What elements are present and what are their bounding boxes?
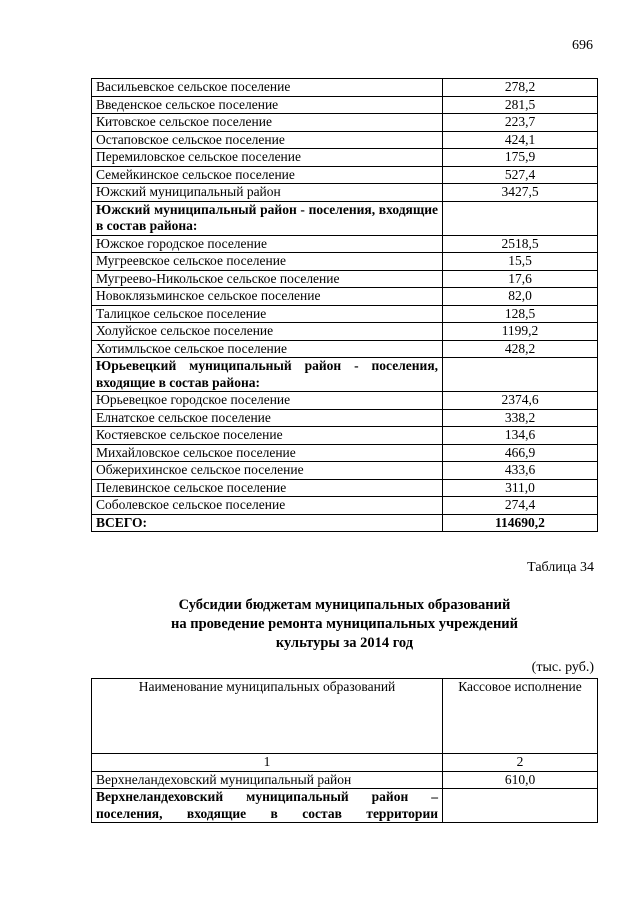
amount-value: 338,2 — [443, 409, 598, 427]
amount-value: 527,4 — [443, 166, 598, 184]
amount-value: 311,0 — [443, 479, 598, 497]
amount-value — [443, 201, 598, 235]
table-row — [92, 235, 598, 253]
page-number: 696 — [572, 38, 593, 53]
municipality-name: Васильевское сельское поселение — [92, 79, 443, 97]
table-row — [92, 479, 598, 497]
table-row — [92, 462, 598, 480]
amount-value: 428,2 — [443, 340, 598, 358]
municipality-name: Перемиловское сельское поселение — [92, 149, 443, 167]
table-row — [92, 131, 598, 149]
amount-value — [443, 789, 598, 823]
amount-value: 274,4 — [443, 497, 598, 515]
table-row — [92, 444, 598, 462]
title-line: Субсидии бюджетам муниципальных образований — [178, 597, 511, 613]
amount-value: 610,0 — [443, 771, 598, 789]
table-row — [92, 149, 598, 167]
municipality-name: Мугреевское сельское поселение — [92, 253, 443, 271]
amount-value — [443, 358, 598, 392]
amount-value: 223,7 — [443, 114, 598, 132]
section-heading: Южский муниципальный район - поселения, входящие в состав района: — [92, 201, 443, 235]
column-number: 1 — [92, 754, 443, 772]
table-row — [92, 184, 598, 202]
section-heading: Юрьевецкий муниципальный район - поселения, входящие в состав района: — [92, 358, 443, 392]
subsidy-table-continued — [91, 78, 598, 532]
title-line: культуры за 2014 год — [275, 635, 414, 651]
column-header-value: Кассовое исполнение — [443, 679, 598, 754]
table-row — [92, 114, 598, 132]
amount-value: 1199,2 — [443, 323, 598, 341]
amount-value: 3427,5 — [443, 184, 598, 202]
amount-value: 2374,6 — [443, 392, 598, 410]
table-row — [92, 771, 598, 789]
table-row — [92, 288, 598, 306]
table-title — [91, 596, 598, 653]
section-row — [92, 358, 598, 392]
amount-value: 134,6 — [443, 427, 598, 445]
table-number-label: Таблица 34 — [527, 560, 594, 575]
amount-value: 281,5 — [443, 96, 598, 114]
table-row — [92, 340, 598, 358]
table-row — [92, 409, 598, 427]
table-row — [92, 253, 598, 271]
title-line: на проведение ремонта муниципальных учреждений — [170, 616, 519, 632]
amount-value: 175,9 — [443, 149, 598, 167]
municipality-name: Китовское сельское поселение — [92, 114, 443, 132]
amount-value: 15,5 — [443, 253, 598, 271]
amount-value: 424,1 — [443, 131, 598, 149]
municipality-name: Михайловское сельское поселение — [92, 444, 443, 462]
municipality-name: Обжерихинское сельское поселение — [92, 462, 443, 480]
municipality-name: Талицкое сельское поселение — [92, 305, 443, 323]
municipality-name: Юрьевецкое городское поселение — [92, 392, 443, 410]
table-row — [92, 427, 598, 445]
municipality-name: Мугреево-Никольское сельское поселение — [92, 270, 443, 288]
amount-value: 433,6 — [443, 462, 598, 480]
municipality-name: Южское городское поселение — [92, 235, 443, 253]
municipality-name: Соболевское сельское поселение — [92, 497, 443, 515]
table-row — [92, 305, 598, 323]
table-row — [92, 497, 598, 515]
municipality-name: Южский муниципальный район — [92, 184, 443, 202]
section-row — [92, 201, 598, 235]
amount-value: 278,2 — [443, 79, 598, 97]
table-row — [92, 392, 598, 410]
total-row — [92, 514, 598, 532]
units-label: (тыс. руб.) — [531, 660, 594, 675]
table-row — [92, 96, 598, 114]
table-row — [92, 79, 598, 97]
table-row — [92, 323, 598, 341]
section-row — [92, 789, 598, 823]
municipality-name: Семейкинское сельское поселение — [92, 166, 443, 184]
column-number: 2 — [443, 754, 598, 772]
municipality-name: Хотимльское сельское поселение — [92, 340, 443, 358]
amount-value: 17,6 — [443, 270, 598, 288]
municipality-name: Верхнеландеховский муниципальный район — [92, 771, 443, 789]
amount-value: 128,5 — [443, 305, 598, 323]
total-value: 114690,2 — [443, 514, 598, 532]
table-row — [92, 166, 598, 184]
municipality-name: Костяевское сельское поселение — [92, 427, 443, 445]
municipality-name: Пелевинское сельское поселение — [92, 479, 443, 497]
amount-value: 2518,5 — [443, 235, 598, 253]
table-row — [92, 270, 598, 288]
municipality-name: Холуйское сельское поселение — [92, 323, 443, 341]
total-label: ВСЕГО: — [92, 514, 443, 532]
column-number-row — [92, 754, 598, 772]
amount-value: 82,0 — [443, 288, 598, 306]
municipality-name: Елнатское сельское поселение — [92, 409, 443, 427]
municipality-name: Введенское сельское поселение — [92, 96, 443, 114]
header-row — [92, 679, 598, 754]
culture-subsidy-table — [91, 678, 598, 823]
amount-value: 466,9 — [443, 444, 598, 462]
section-heading: Верхнеландеховский муниципальный район – поселения, входящие в состав территории — [92, 789, 443, 823]
municipality-name: Новоклязьминское сельское поселение — [92, 288, 443, 306]
column-header-name: Наименование муниципальных образований — [92, 679, 443, 754]
municipality-name: Остаповское сельское поселение — [92, 131, 443, 149]
